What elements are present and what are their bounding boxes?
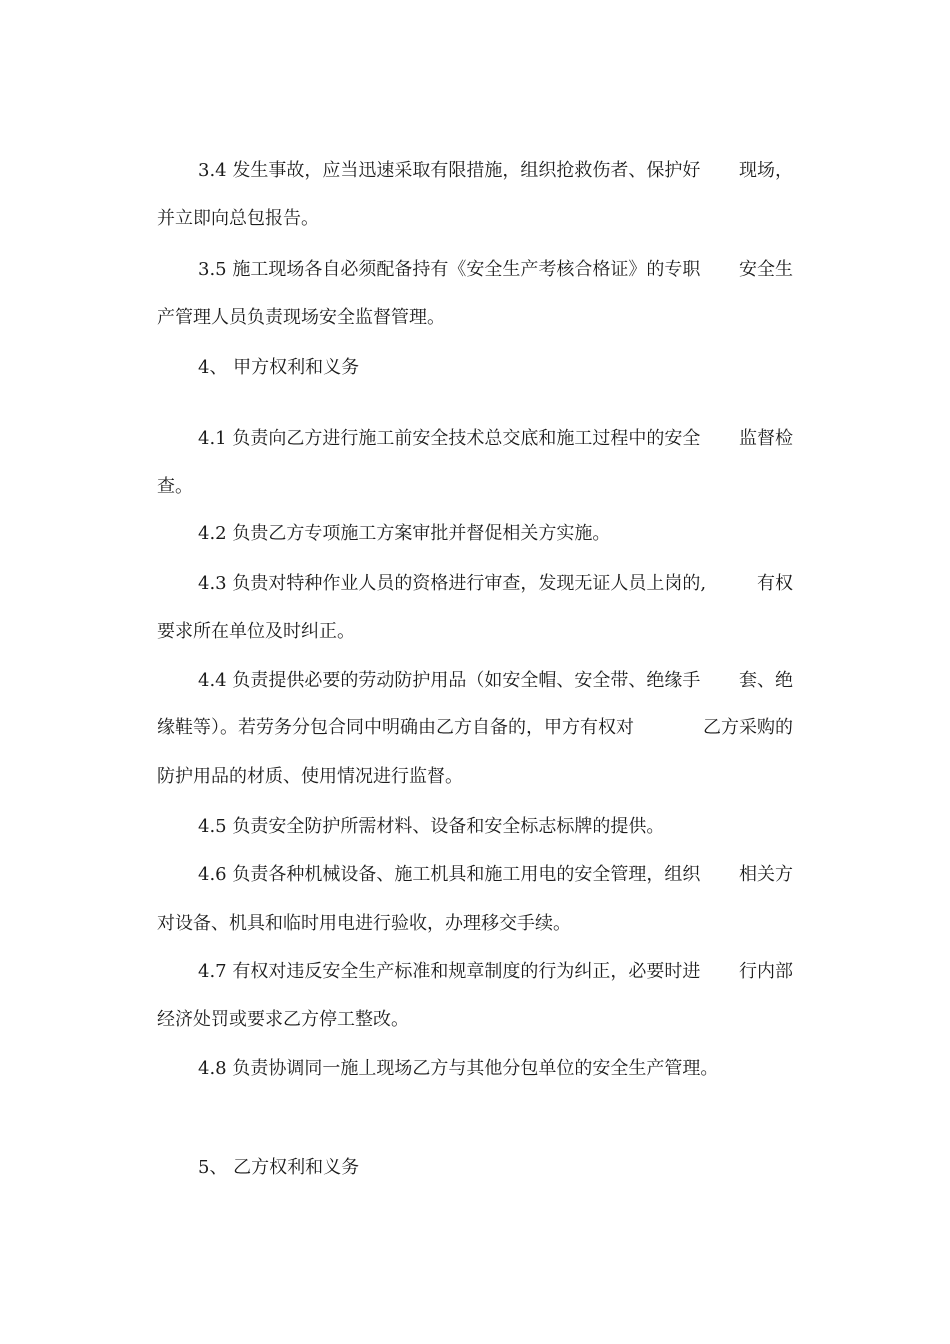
- paragraph-4-1-line-1: 4.1 负责向乙方进行施工前安全技术总交底和施工过程中的安全 监督检: [198, 428, 793, 449]
- paragraph-4-5-line-1: 4.5 负责安全防护所需材料、设备和安全标志标牌的提供。: [198, 816, 665, 837]
- paragraph-4-3-line-1: 4.3 负贵对特种作业人员的资格进行审查，发现无证人员上岗的, 有权: [198, 573, 793, 594]
- paragraph-4-7-line-1: 4.7 有权对违反安全生产标准和规章制度的行为纠正，必要时进 行内部: [198, 961, 793, 982]
- paragraph-4-3-line-2: 要求所在单位及时纠正。: [157, 621, 355, 642]
- paragraph-4-6-line-2: 对设备、机具和临时用电进行验收，办理移交手续。: [157, 913, 571, 934]
- paragraph-4-4-line-1: 4.4 负责提供必要的劳动防护用品（如安全帽、安全带、绝缘手 套、绝: [198, 670, 793, 691]
- paragraph-3-5-line-2: 产管理人员负责现场安全监督管理。: [157, 307, 445, 328]
- paragraph-4-4-line-3: 防护用品的材质、使用情况进行监督。: [157, 766, 463, 787]
- paragraph-3-4-line-2: 并立即向总包报告。: [157, 208, 319, 229]
- section-heading-4: 4、 甲方权利和义务: [198, 357, 360, 378]
- paragraph-4-8-line-1: 4.8 负责协调同一施丄现场乙方与其他分包单位的安全生产管理。: [198, 1058, 719, 1079]
- paragraph-4-7-line-2: 经济处罚或要求乙方停工整改。: [157, 1009, 409, 1030]
- section-heading-5: 5、 乙方权利和义务: [198, 1157, 360, 1178]
- paragraph-3-4-line-1: 3.4 发生事故，应当迅速采取有限措施，组织抢救伤者、保护好 现场，: [198, 160, 793, 181]
- paragraph-4-6-line-1: 4.6 负责各种机械设备、施工机具和施工用电的安全管理，组织 相关方: [198, 864, 793, 885]
- paragraph-4-4-line-2: 缘鞋等）。若劳务分包合同中明确由乙方自备的，甲方有权对 乙方采购的: [157, 717, 793, 738]
- paragraph-3-5-line-1: 3.5 施工现场各自必须配备持有《安全生产考核合格证》的专职 安全生: [198, 259, 793, 280]
- paragraph-4-1-line-2: 查。: [157, 476, 193, 497]
- paragraph-4-2-line-1: 4.2 负贵乙方专项施工方案审批并督促相关方实施。: [198, 523, 611, 544]
